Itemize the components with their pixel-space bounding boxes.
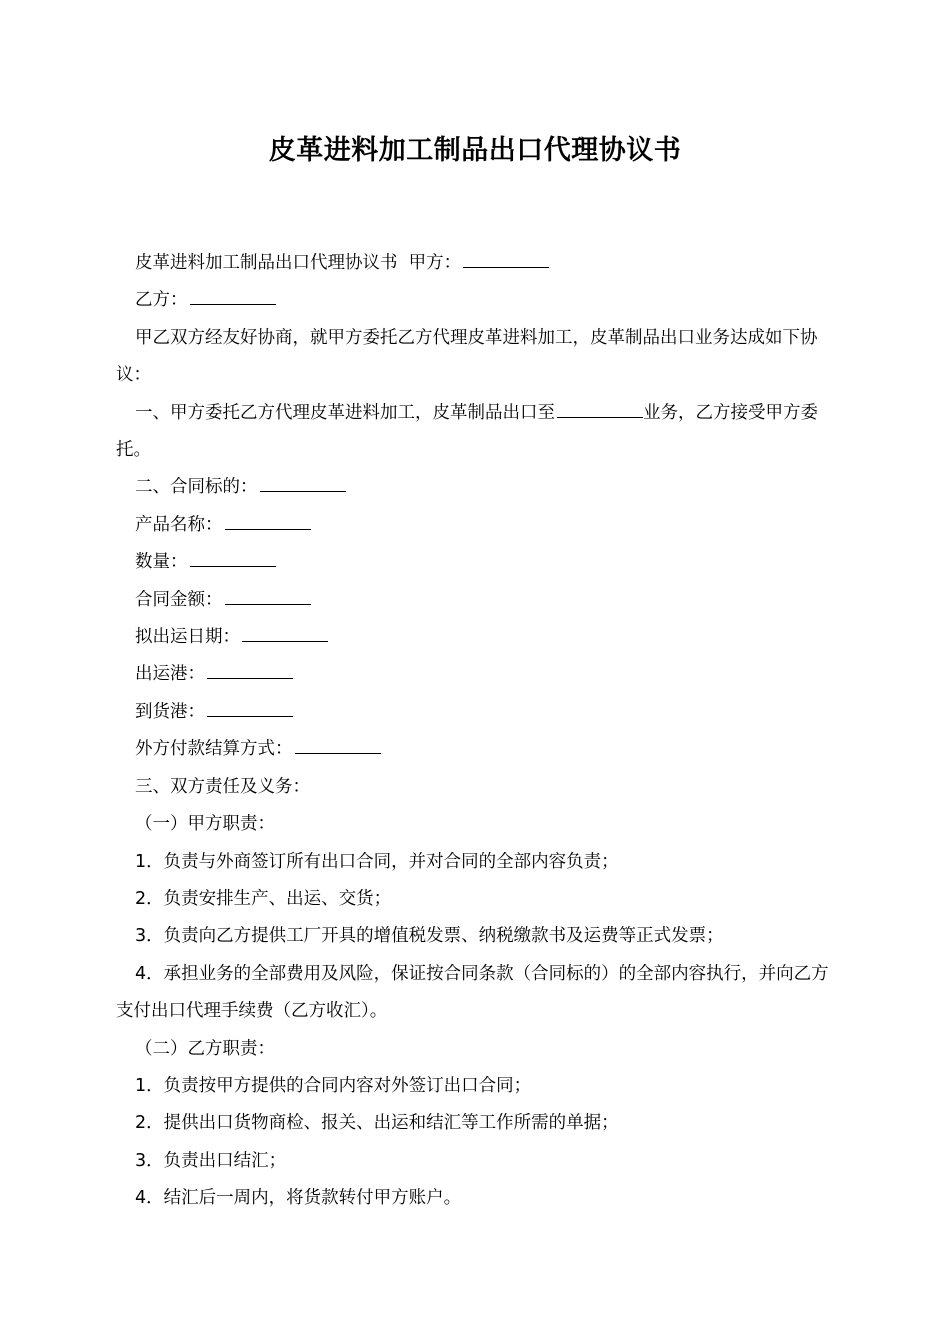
quantity-blank	[190, 565, 276, 567]
product-name-label: 产品名称：	[135, 514, 223, 535]
port-destination-label: 到货港：	[135, 701, 205, 722]
clause-1-end: 业务，乙方接受甲方委托。	[116, 402, 818, 461]
destination-blank	[557, 416, 643, 418]
clause-3-heading: 三、双方责任及义务：	[135, 776, 310, 797]
product-name-blank	[225, 528, 311, 530]
contract-amount-label: 合同金额：	[135, 589, 223, 610]
clause-1-start: 一、甲方委托乙方代理皮革进料加工，皮革制品出口至	[135, 402, 555, 423]
ship-date-label: 拟出运日期：	[135, 627, 240, 648]
port-destination-blank	[207, 715, 293, 717]
contract-amount-blank	[225, 603, 311, 605]
clause-2-label: 二、合同标的：	[135, 477, 258, 498]
clause-2-line	[116, 469, 836, 506]
party-a-duty-4: 4．承担业务的全部费用及风险，保证按合同条款（合同标的）的全部内容执行，并向乙方支付出口代理手续费（乙方收汇）。	[116, 963, 829, 1022]
document-title: 皮革进料加工制品出口代理协议书	[268, 135, 682, 166]
party-b-blank	[190, 303, 276, 305]
document-body	[116, 245, 836, 1218]
port-loading-line	[116, 656, 836, 693]
clause-1-paragraph	[116, 395, 836, 470]
party-b-duty-1: 1．负责按甲方提供的合同内容对外签订出口合同；	[135, 1075, 532, 1096]
contract-amount-line	[116, 582, 836, 619]
party-b-line	[116, 282, 836, 319]
payment-method-line	[116, 731, 836, 768]
ship-date-line	[116, 619, 836, 656]
party-a-label: 甲方：	[408, 253, 462, 273]
party-a-duty-1: 1．负责与外商签订所有出口合同，并对合同的全部内容负责；	[135, 851, 619, 872]
port-loading-label: 出运港：	[135, 664, 205, 685]
quantity-line	[116, 544, 836, 581]
intro-title-text: 皮革进料加工制品出口代理协议书	[135, 253, 398, 273]
party-b-duty-3: 3．负责出口结汇；	[135, 1150, 287, 1171]
party-a-duty-2: 2．负责安排生产、出运、交货；	[135, 888, 392, 909]
port-destination-line	[116, 694, 836, 731]
product-name-line	[116, 507, 836, 544]
party-b-label: 乙方：	[135, 290, 188, 311]
contract-subject-blank	[260, 490, 346, 492]
party-a-duties-heading: （一）甲方职责：	[135, 814, 275, 835]
quantity-label: 数量：	[135, 552, 188, 573]
party-b-duties-heading: （二）乙方职责：	[135, 1038, 275, 1059]
preamble-paragraph: 甲乙双方经友好协商，就甲方委托乙方代理皮革进料加工，皮革制品出口业务达成如下协议：	[116, 327, 818, 386]
intro-line	[116, 245, 836, 282]
payment-method-label: 外方付款结算方式：	[135, 739, 293, 760]
port-loading-blank	[207, 677, 293, 679]
party-a-blank	[463, 266, 549, 268]
party-b-duty-2: 2．提供出口货物商检、报关、出运和结汇等工作所需的单据；	[135, 1113, 619, 1134]
party-a-duty-3: 3．负责向乙方提供工厂开具的增值税发票、纳税缴款书及运费等正式发票；	[135, 926, 724, 947]
ship-date-blank	[242, 640, 328, 642]
payment-method-blank	[295, 752, 381, 754]
party-b-duty-4: 4．结汇后一周内，将货款转付甲方账户。	[135, 1188, 462, 1209]
